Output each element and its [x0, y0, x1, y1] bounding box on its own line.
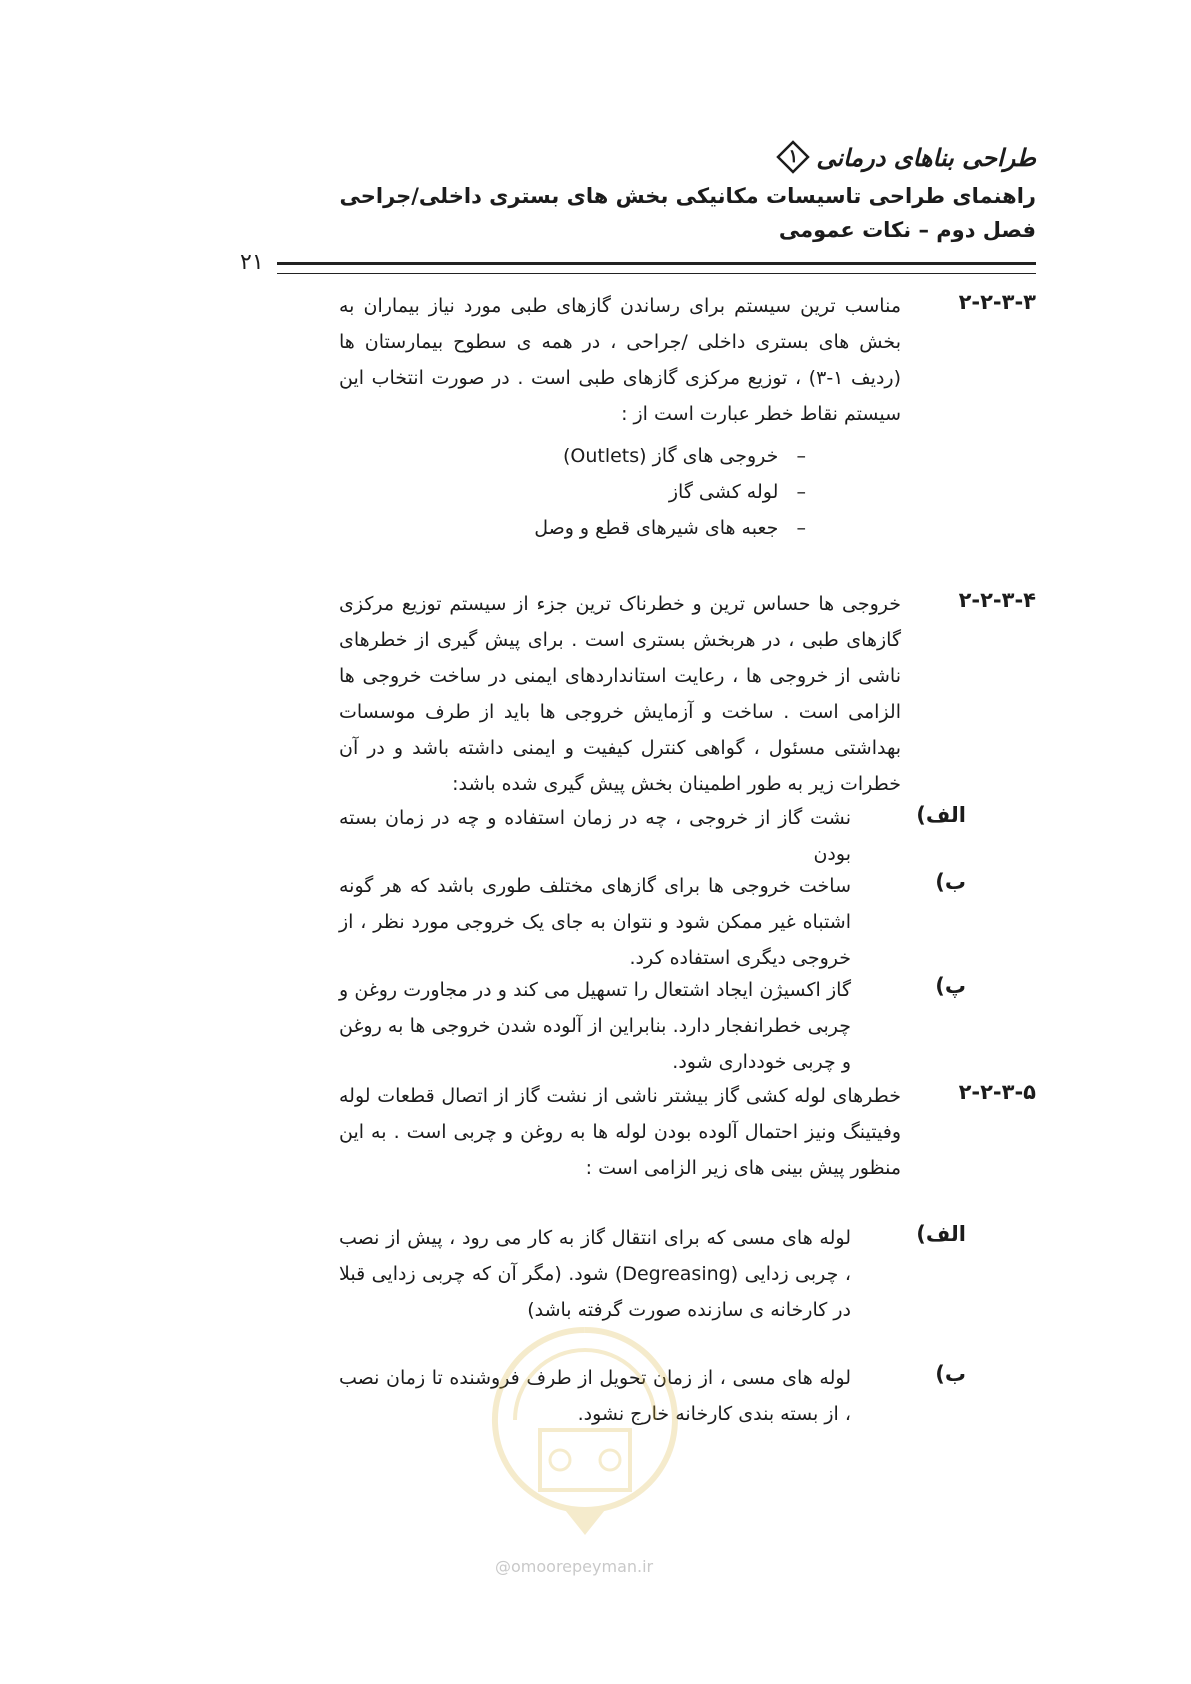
section-number: ۲-۲-۳-۳: [958, 290, 1036, 314]
item-letter: الف): [916, 803, 966, 827]
item-letter: ب): [935, 870, 966, 894]
series-title: طراحی بناهای درمانی: [816, 142, 1036, 172]
header-double-rule: [277, 262, 1036, 274]
watermark-logo-icon: [485, 1310, 685, 1540]
series-title-row: [339, 140, 1036, 174]
bullet-list: [534, 438, 806, 546]
page-header: [339, 140, 1036, 242]
section-number: ۲-۲-۳-۴: [958, 588, 1036, 612]
item-letter: ب): [935, 1362, 966, 1386]
bullet-item: – جعبه های شیرهای قطع و وصل: [534, 517, 806, 539]
watermark-text: @omoorepeyman.ir: [495, 1557, 654, 1576]
guide-subtitle: راهنمای طراحی تاسیسات مکانیکی بخش های بستری داخلی/جراحی: [339, 184, 1036, 208]
item-text: گاز اکسیژن ایجاد اشتعال را تسهیل می کند و در مجاورت روغن و چربی خطرانفجار دارد. بنابراین از آلوده شدن خروجی ها به روغن و چربی خودداری شود.: [339, 979, 851, 1073]
item-text: ساخت خروجی ها برای گازهای مختلف طوری باشد که هر گونه اشتباه غیر ممکن شود و نتوان به جای یک خروجی مورد نظر ، از خروجی دیگری استفاده کرد.: [339, 875, 851, 969]
bullet-item: – لوله کشی گاز: [668, 481, 806, 503]
section-text: خطرهای لوله کشی گاز بیشتر ناشی از نشت گاز از اتصال قطعات لوله وفیتینگ ونیز احتمال آلوده بودن لوله ها به روغن و چربی است . به این منظور پیش بینی های زیر الزامی است :: [339, 1085, 901, 1179]
section-text: مناسب ترین سیستم برای رساندن گازهای طبی مورد نیاز بیماران به بخش های بستری داخلی /جراحی ، در همه ی سطوح بیمارستان ها (ردیف ۱-۳) ، توزیع مرکزی گازهای طبی است . در صورت انتخاب این سیستم نقاط خطر عبارت است از :: [339, 295, 901, 425]
item-text: لوله های مسی ، از زمان تحویل از طرف فروشنده تا زمان نصب ، از بسته بندی کارخانه خارج نشود.: [339, 1367, 851, 1425]
item-letter: پ): [935, 974, 966, 998]
item-letter: الف): [916, 1222, 966, 1246]
series-number: ۱: [788, 146, 799, 167]
bullet-item: – خروجی های گاز (Outlets): [562, 445, 806, 467]
section-text: خروجی ها حساس ترین و خطرناک ترین جزء از سیستم توزیع مرکزی گازهای طبی ، در هربخش بستری است . برای پیش گیری از خطرهای ناشی از خروجی ها ، رعایت استانداردهای ایمنی در ساخت خروجی ها الزامی است . ساخت و آزمایش خروجی ها باید از طرف موسسات بهداشتی مسئول ، گواهی کنترل کیفیت و ایمنی داشته باشد و در آن خطرات زیر به طور اطمینان بخش پیش گیری شده باشد:: [339, 593, 901, 795]
item-text: نشت گاز از خروجی ، چه در زمان استفاده و چه در زمان بسته بودن: [339, 807, 851, 865]
page-number: ۲۱: [240, 250, 264, 275]
chapter-title: فصل دوم – نکات عمومی: [778, 218, 1036, 242]
diamond-number-badge: [776, 140, 810, 174]
section-number: ۲-۲-۳-۵: [958, 1080, 1036, 1104]
item-text: لوله های مسی که برای انتقال گاز به کار می رود ، پیش از نصب ، چربی زدایی (Degreasing) شود. (مگر آن که چربی زدایی قبلا در کارخانه ی سازنده صورت گرفته باشد): [339, 1227, 851, 1321]
